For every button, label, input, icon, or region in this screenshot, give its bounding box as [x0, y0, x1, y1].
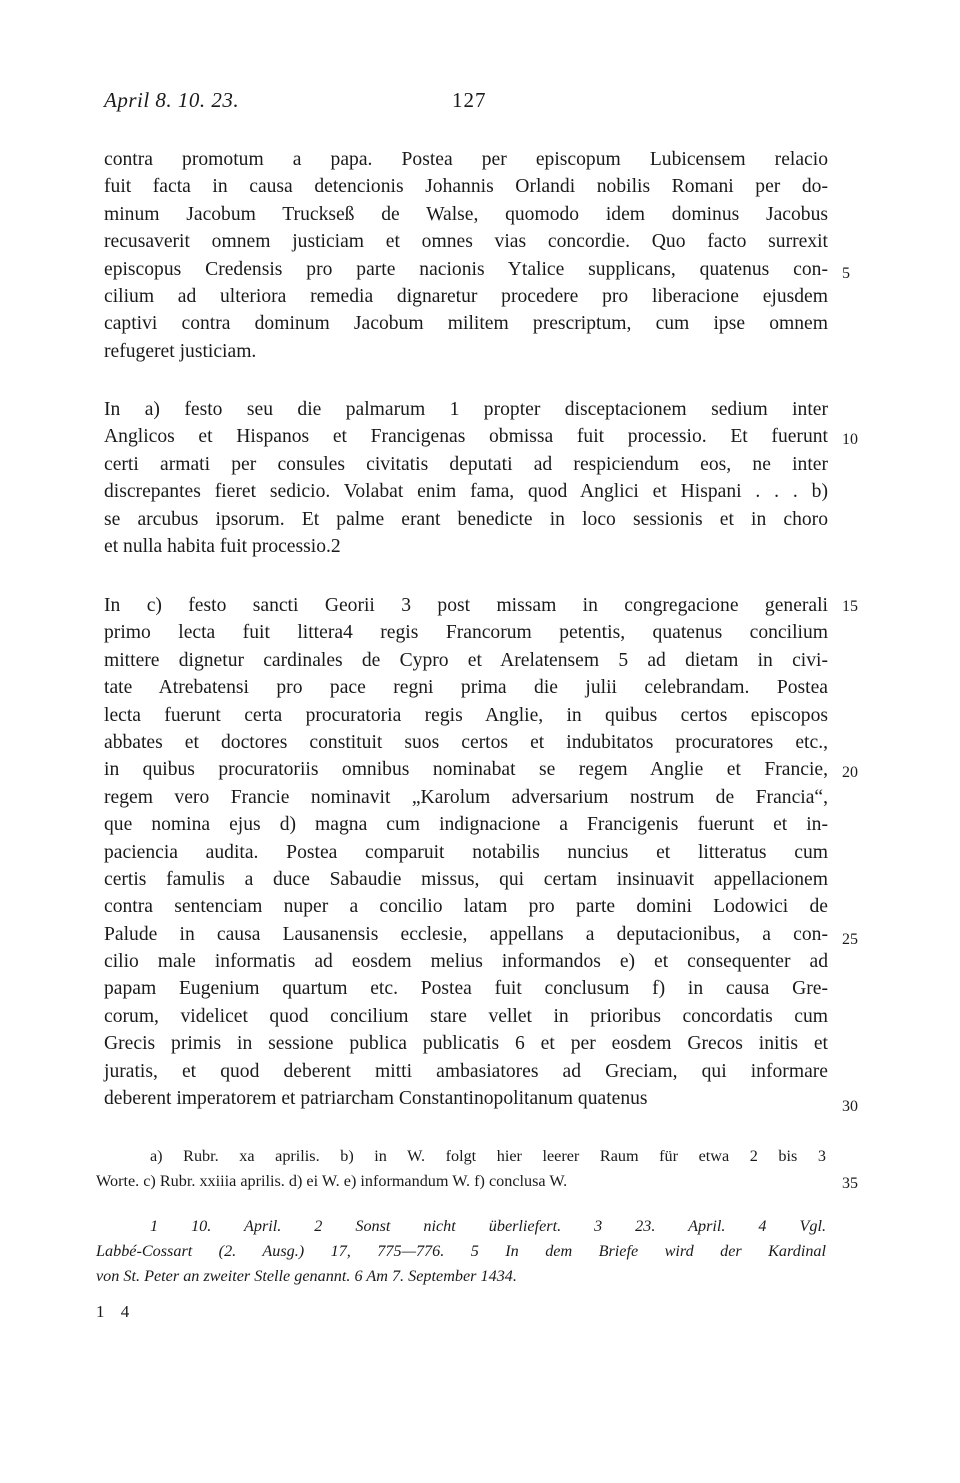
text-line: tate Atrebatensi pro pace regni prima die julii celebrandam. Postea — [104, 677, 828, 699]
text-line: In a) festo seu die palmarum 1 propter disceptacionem sedium inter — [104, 399, 828, 420]
text-line: certis famulis a duce Sabaudie missus, qui certam insinuavit appellacionem — [104, 868, 828, 890]
margin-line-number: 20 — [842, 764, 858, 781]
text-line: Grecis primis in sessione publica publicatis 6 et per eosdem Grecos initis et — [104, 1033, 828, 1055]
text-line: Anglicos et Hispanos et Francigenas obmissa fuit processio. Et fuerunt — [104, 426, 828, 448]
text-line: lecta fuerunt certa procuratoria regis Anglie, in quibus certos episcopos — [104, 704, 828, 726]
text-line: episcopus Credensis pro parte nacionis Ytalice supplicans, quatenus con- — [104, 258, 828, 280]
paragraph-1 — [104, 146, 828, 365]
text-line: contra promotum a papa. Postea per episcopum Lubicensem relacio — [104, 149, 828, 170]
text-line: abbates et doctores constituit suos certos et indubitatos procuratores etc., — [104, 731, 828, 753]
text-line: paciencia audita. Postea comparuit notabilis nuncius et litteratus cum — [104, 841, 828, 863]
text-line: mittere dignetur cardinales de Cypro et Arelatensem 5 ad dietam in civi- — [104, 649, 828, 671]
text-line: se arcubus ipsorum. Et palme erant benedicte in loco sessionis et in choro — [104, 508, 828, 530]
text-line: Palude in causa Lausanensis ecclesie, appellans a deputacionibus, a con- — [104, 923, 828, 945]
text-line: in quibus procuratoriis omnibus nominabat se regem Anglie et Francie, — [104, 759, 828, 781]
text-line: que nomina ejus d) magna cum indignacione a Francigenis fuerunt et in- — [104, 814, 828, 836]
margin-line-number: 35 — [842, 1175, 858, 1192]
text-line: cilio male informatis ad eosdem melius informandos e) et consequenter ad — [104, 951, 828, 973]
margin-line-number: 5 — [842, 265, 850, 282]
running-header-dates: April 8. 10. 23. — [104, 88, 240, 112]
text-line: corum, videlicet quod concilium stare vellet in prioribus concordatis cum — [104, 1005, 828, 1027]
footnote-line: Labbé-Cossart (2. Ausg.) 17, 775—776. 5 In dem Briefe wird der Kardinal — [96, 1242, 826, 1260]
footnote-line: von St. Peter an zweiter Stelle genannt. 6 Am 7. September 1434. — [96, 1267, 517, 1285]
margin-line-number: 30 — [842, 1098, 858, 1115]
text-line: et nulla habita fuit processio.2 — [104, 535, 341, 557]
text-line: papam Eugenium quartum etc. Postea fuit conclusum f) in causa Gre- — [104, 978, 828, 1000]
text-line: minum Jacobum Truckseß de Walse, quomodo idem dominus Jacobus — [104, 203, 828, 225]
text-line: refugeret justiciam. — [104, 340, 257, 362]
footnote-line: a) Rubr. xa aprilis. b) in W. folgt hier leerer Raum für etwa 2 bis 3 — [150, 1147, 826, 1165]
margin-line-number: 25 — [842, 931, 858, 948]
page-number: 127 — [452, 88, 487, 112]
text-line: cilium ad ulteriora remedia dignaretur procedere pro liberacione ejusdem — [104, 285, 828, 307]
paragraph-2 — [104, 396, 828, 560]
text-line: discrepantes fieret sedicio. Volabat enim fama, quod Anglici et Hispani . . . b) — [104, 481, 828, 503]
explanatory-notes — [96, 1214, 826, 1289]
text-line: contra sentenciam nuper a concilio latam pro parte domini Lodowici de — [104, 896, 828, 918]
margin-line-number: 15 — [842, 598, 858, 615]
margin-line-number: 10 — [842, 431, 858, 448]
critical-apparatus — [96, 1144, 826, 1194]
text-line: fuit facta in causa detencionis Johannis Orlandi nobilis Romani per do- — [104, 176, 828, 198]
text-line: primo lecta fuit littera4 regis Francorum petentis, quatenus concilium — [104, 622, 828, 644]
footnote-line: 1 10. April. 2 Sonst nicht überliefert. 3 23. April. 4 Vgl. — [150, 1217, 826, 1235]
footnote-line: Worte. c) Rubr. xxiiia aprilis. d) ei W. e) informandum W. f) conclusa W. — [96, 1172, 568, 1190]
paragraph-3 — [104, 592, 828, 1112]
text-line: regem vero Francie nominavit „Karolum adversarium nostrum de Francia“, — [104, 786, 828, 808]
text-line: deberent imperatorem et patriarcham Constantinopolitanum quatenus — [104, 1088, 648, 1110]
text-line: captivi contra dominum Jacobum militem prescriptum, cum ipse omnem — [104, 313, 828, 335]
text-line: certi armati per consules civitatis deputati ad respiciendum eos, ne inter — [104, 453, 828, 475]
text-line: juratis, et quod deberent mitti ambasiatores ad Greciam, qui informare — [104, 1060, 828, 1082]
text-line: In c) festo sancti Georii 3 post missam in congregacione generali — [104, 595, 828, 616]
signature-mark: 1 4 — [96, 1302, 136, 1321]
text-line: recusaverit omnem justiciam et omnes vias concordie. Quo facto surrexit — [104, 231, 828, 253]
